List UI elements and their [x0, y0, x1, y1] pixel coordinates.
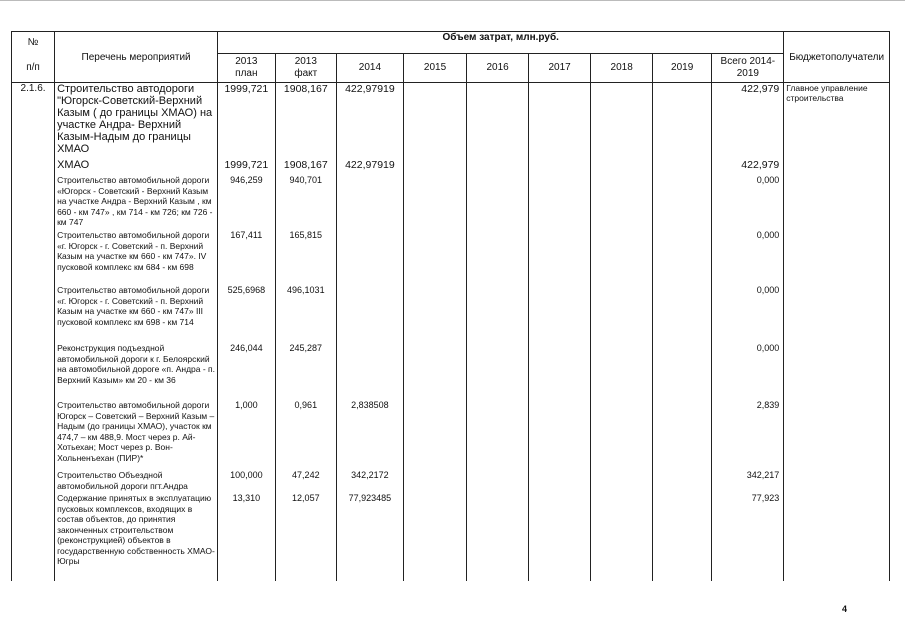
header-activities: Перечень мероприятий: [55, 32, 218, 83]
row-number: [12, 468, 55, 491]
header-costs: Объем затрат, млн.руб.: [218, 32, 784, 54]
row-value: 1908,167: [275, 155, 337, 173]
row-number: [12, 491, 55, 581]
row-value: 245,287: [275, 341, 337, 398]
row-value: [652, 83, 711, 156]
row-value: [528, 173, 591, 228]
row-recipient: [784, 341, 890, 398]
table-row: [12, 155, 890, 173]
table-row: [12, 341, 890, 398]
row-value: [652, 155, 711, 173]
row-number: [12, 283, 55, 341]
row-value: 165,815: [275, 228, 337, 283]
header-year: 2014: [337, 54, 404, 83]
row-value: 525,6968: [218, 283, 275, 341]
row-value: 167,411: [218, 228, 275, 283]
row-value: [467, 468, 529, 491]
row-value: [591, 468, 653, 491]
table-body: [12, 83, 890, 582]
table-row: [12, 83, 890, 156]
row-number: [12, 173, 55, 228]
row-value: [652, 283, 711, 341]
row-title: Содержание принятых в эксплуатацию пусковых комплексов, входящих в состав объектов, до принятия законченных строительством (реконструкцией) объектов в государственную собственность ХМАО-Югры: [55, 491, 218, 581]
row-value: 0,000: [712, 283, 784, 341]
row-value: [337, 341, 404, 398]
row-value: 1,000: [218, 398, 275, 468]
row-value: 246,044: [218, 341, 275, 398]
row-title: Реконструкция подъездной автомобильной дороги к г. Белоярский на автомобильной дороге «п. Андра - п. Верхний Казым» км 20 - км 36: [55, 341, 218, 398]
row-value: [337, 283, 404, 341]
row-value: [467, 491, 529, 581]
row-title: Строительство автомобильной дороги Югорск – Советский – Верхний Казым – Надым (до границы ХМАО), участок км 474,7 – км 488,9. Мост через р. Ай-Хотьехан; Мост через р. Вон-Хольненъехан (ПИР)*: [55, 398, 218, 468]
row-value: [652, 398, 711, 468]
row-number: [12, 341, 55, 398]
row-value: 2,839: [712, 398, 784, 468]
row-value: 1908,167: [275, 83, 337, 156]
row-value: [652, 173, 711, 228]
row-value: [403, 341, 467, 398]
row-value: [528, 155, 591, 173]
row-value: [467, 173, 529, 228]
row-value: [591, 491, 653, 581]
table-row: [12, 491, 890, 581]
row-value: 47,242: [275, 468, 337, 491]
header-year: 2015: [403, 54, 467, 83]
row-recipient: [784, 468, 890, 491]
row-recipient: [784, 228, 890, 283]
row-value: [528, 468, 591, 491]
table-row: [12, 468, 890, 491]
row-value: 2,838508: [337, 398, 404, 468]
row-value: [528, 83, 591, 156]
row-value: [528, 228, 591, 283]
row-title: Строительство Объездной автомобильной дороги пгт.Андра: [55, 468, 218, 491]
row-value: [652, 468, 711, 491]
header-year: 2013 факт: [275, 54, 337, 83]
table-row: [12, 398, 890, 468]
row-value: [403, 173, 467, 228]
row-recipient: [784, 283, 890, 341]
row-value: [591, 173, 653, 228]
row-recipient: Главное управление строительства: [784, 83, 890, 156]
row-number: [12, 228, 55, 283]
row-value: [591, 83, 653, 156]
row-recipient: [784, 173, 890, 228]
row-number: 2.1.6.: [12, 83, 55, 156]
budget-table: [11, 31, 890, 581]
row-value: 0,000: [712, 228, 784, 283]
header-year: 2013 план: [218, 54, 275, 83]
table-row: [12, 228, 890, 283]
row-value: [467, 341, 529, 398]
header-year: 2016: [467, 54, 529, 83]
header-year: 2019: [652, 54, 711, 83]
row-value: [528, 398, 591, 468]
row-value: [467, 398, 529, 468]
row-value: 422,979: [712, 83, 784, 156]
row-value: 422,979: [712, 155, 784, 173]
row-number: [12, 398, 55, 468]
scan-top-edge: [0, 0, 905, 1]
row-recipient: [784, 155, 890, 173]
header-number-bottom: п/п: [26, 62, 40, 73]
row-recipient: [784, 398, 890, 468]
row-value: 100,000: [218, 468, 275, 491]
row-value: [403, 468, 467, 491]
row-value: [403, 83, 467, 156]
row-value: 0,000: [712, 173, 784, 228]
row-value: 13,310: [218, 491, 275, 581]
page-number: 4: [842, 604, 848, 614]
row-value: [337, 228, 404, 283]
row-value: 77,923: [712, 491, 784, 581]
header-year: 2017: [528, 54, 591, 83]
row-value: [403, 398, 467, 468]
row-value: [403, 228, 467, 283]
row-value: [591, 398, 653, 468]
row-value: 77,923485: [337, 491, 404, 581]
row-value: [403, 155, 467, 173]
row-title: ХМАО: [55, 155, 218, 173]
row-title: Строительство автодороги "Югорск-Советский-Верхний Казым ( до границы ХМАО) на участке Андра- Верхний Казым-Надым до границы ХМАО: [55, 83, 218, 156]
row-value: [652, 228, 711, 283]
row-value: [528, 341, 591, 398]
row-value: 946,259: [218, 173, 275, 228]
row-value: 12,057: [275, 491, 337, 581]
row-value: 342,2172: [337, 468, 404, 491]
row-value: [467, 83, 529, 156]
row-value: [467, 155, 529, 173]
row-value: [403, 491, 467, 581]
row-value: [591, 341, 653, 398]
row-value: [337, 173, 404, 228]
row-value: [467, 283, 529, 341]
row-value: [591, 228, 653, 283]
header-number: [12, 32, 55, 83]
row-value: 1999,721: [218, 83, 275, 156]
row-value: [528, 283, 591, 341]
row-value: 422,97919: [337, 155, 404, 173]
row-title: Строительство автомобильной дороги «Югорск - Советский - Верхний Казым на участке Андра - Верхний Казым , км 660 - км 747» , км 714 - км 726; км 726 - км 747: [55, 173, 218, 228]
row-value: 496,1031: [275, 283, 337, 341]
row-number: [12, 155, 55, 173]
row-value: [591, 283, 653, 341]
row-value: [652, 491, 711, 581]
row-value: [467, 228, 529, 283]
row-value: [403, 283, 467, 341]
row-value: 342,217: [712, 468, 784, 491]
row-value: [652, 341, 711, 398]
header-year: 2018: [591, 54, 653, 83]
row-title: Строительство автомобильной дороги «г. Югорск - г. Советский - п. Верхний Казым на участке км 660 - км 747». IV пусковой комплекс км 684 - км 698: [55, 228, 218, 283]
row-value: [591, 155, 653, 173]
header-recipients: Бюджетополучатели: [784, 32, 890, 83]
header-year: Всего 2014- 2019: [712, 54, 784, 83]
row-title: Строительство автомобильной дороги «г. Югорск - г. Советский - п. Верхний Казым на участке км 660 - км 747» III пусковой комплекс км 698 - км 714: [55, 283, 218, 341]
row-value: 1999,721: [218, 155, 275, 173]
row-recipient: [784, 491, 890, 581]
row-value: 940,701: [275, 173, 337, 228]
row-value: 0,961: [275, 398, 337, 468]
table-row: [12, 283, 890, 341]
header-number-top: №: [27, 37, 39, 48]
row-value: 422,97919: [337, 83, 404, 156]
row-value: 0,000: [712, 341, 784, 398]
row-value: [528, 491, 591, 581]
table-row: [12, 173, 890, 228]
